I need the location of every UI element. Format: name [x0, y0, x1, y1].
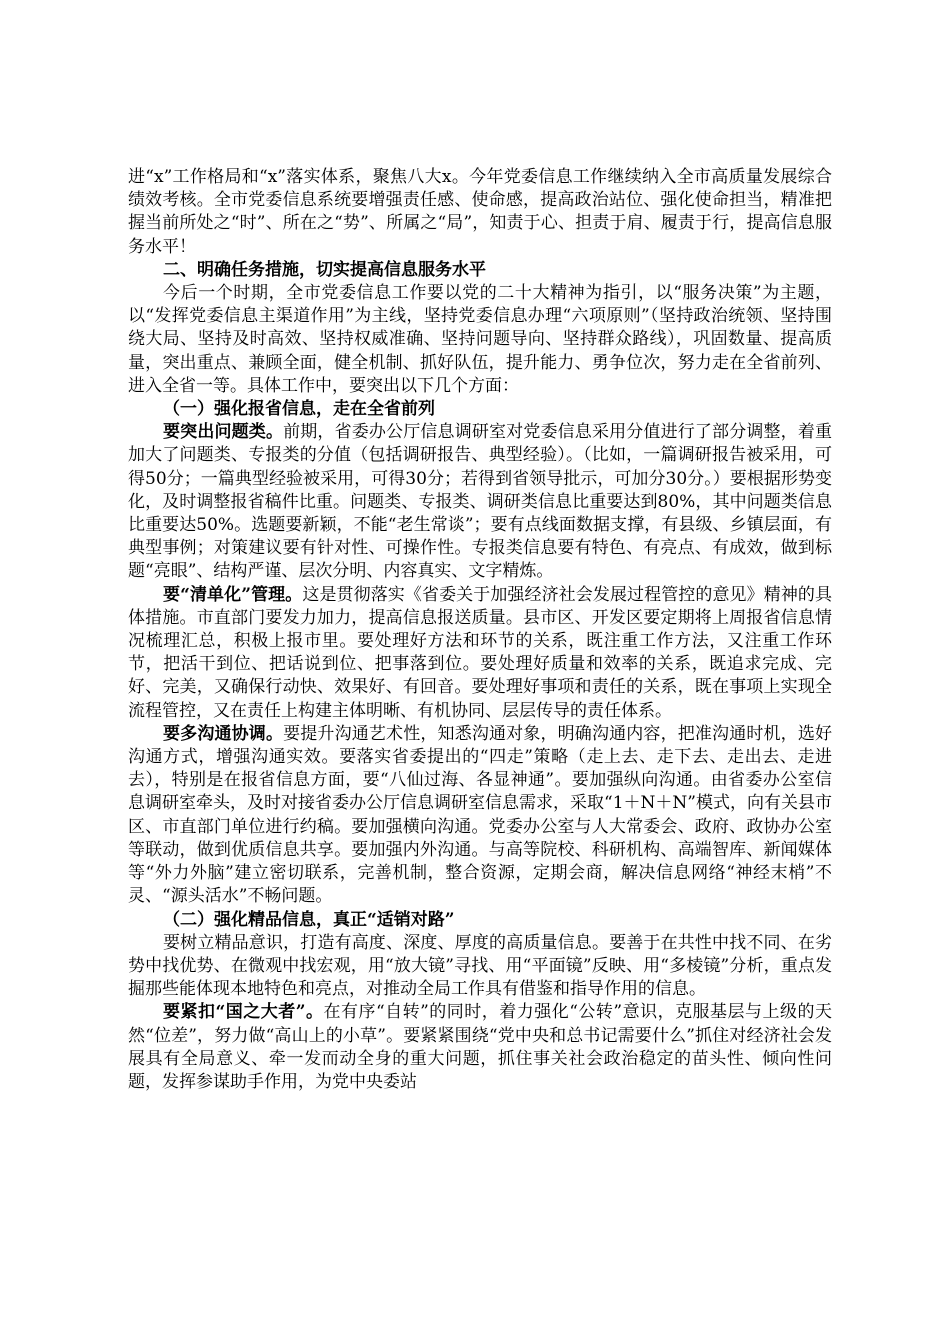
paragraph-body: 前期，省委办公厅信息调研室对党委信息采用分值进行了部分调整，着重加大了问题类、专报类的分值（包括调研报告、典型经验）。（比如，一篇调研报告被采用，可得50分；一篇典型经验被采用，可得30分；若得到省领导批示，可加分30分。）要根据形势变化，及时调整报省稿件比重。问题类、专报类、调研类信息比重要达到80%，其中问题类信息比重要达50%。选题要新颖，不能“老生常谈”；要有点线面数据支撑，有县级、乡镇层面，有典型事例；对策建议要有针对性、可操作性。专报类信息要有特色、有亮点、有成效，做到标题“亮眼”、结构严谨、层次分明、内容真实、文字精炼。 [128, 422, 833, 582]
paragraph-body: 这是贯彻落实《省委关于加强经济社会发展过程管控的意见》精神的具体措施。市直部门要发力加力，提高信息报送质量。县市区、开发区要定期将上周报省信息情况梳理汇总，积极上报市里。要处理好方法和环节的关系，既注重工作方法，又注重工作环节，把活干到位、把话说到位、把事落到位。要处理好质量和效率的关系，既追求完成、完好、完美，又确保行动快、效果好、有回音。要处理好事项和责任的关系，既在事项上实现全流程管控，又在责任上构建主体明晰、有机协同、层层传导的责任体系。 [128, 584, 833, 721]
paragraph-quality: 要树立精品意识，打造有高度、深度、厚度的高质量信息。要善于在共性中找不同、在劣势中找优势、在微观中找宏观，用“放大镜”寻找、用“平面镜”反映、用“多棱镜”分析，重点发掘那些能体现本地特色和亮点，对推动全局工作具有借鉴和指导作用的信息。 [128, 932, 832, 1000]
paragraph-lead: 要紧扣“国之大者”。 [163, 1002, 324, 1023]
section-heading-2: 二、明确任务措施，切实提高信息服务水平 [163, 259, 486, 280]
subsection-heading-1: （一）强化报省信息，走在全省前列 [163, 399, 435, 420]
paragraph-national [128, 1001, 832, 1094]
paragraph-problem-type [128, 421, 832, 583]
paragraph-lead: 要突出问题类。 [163, 422, 284, 443]
paragraph-communication [128, 723, 832, 909]
paragraph-intro: 今后一个时期，全市党委信息工作要以党的二十大精神为指引，以“服务决策”为主题，以“发挥党委信息主渠道作用”为主线，坚持党委信息办理“六项原则”（坚持政治统领、坚持围绕大局、坚持及时高效、坚持权威准确、坚持问题导向、坚持群众路线），巩固数量、提高质量，突出重点、兼顾全面，健全机制、抓好队伍，提升能力、勇争位次，努力走在全省前列、进入全省一等。具体工作中，要突出以下几个方面： [128, 283, 832, 396]
subsection-heading-2: （二）强化精品信息，真正“适销对路” [163, 909, 455, 930]
paragraph-checklist [128, 584, 832, 723]
paragraph-lead: 要多沟通协调。 [163, 723, 284, 744]
paragraph-continuation: 进“x”工作格局和“x”落实体系，聚焦八大x。今年党委信息工作继续纳入全市高质量发展综合绩效考核。全市党委信息系统要增强责任感、使命感，提高政治站位、强化使命担当，精准把握当前所处之“时”、所在之“势”、所属之“局”，知责于心、担责于肩、履责于行，提高信息服务水平！ [128, 167, 832, 257]
document-page [128, 166, 832, 1094]
paragraph-lead: 要“清单化”管理。 [163, 584, 303, 605]
paragraph-body: 要提升沟通艺术性，知悉沟通对象，明确沟通内容，把准沟通时机，选好沟通方式，增强沟通实效。要落实省委提出的“四走”策略（走上去、走下去、走出去、走进去），特别是在报省信息方面，要“八仙过海、各显神通”。要加强纵向沟通。由省委办公室信息调研室牵头，及时对接省委办公厅信息调研室信息需求，采取“1＋N＋N”模式，向有关县市区、市直部门单位进行约稿。要加强横向沟通。党委办公室与人大常委会、政府、政协办公室等联动，做到优质信息共享。要加强内外沟通。与高等院校、科研机构、高端智库、新闻媒体等“外力外脑”建立密切联系，完善机制，整合资源，定期会商，解决信息网络“神经末梢”不灵、“源头活水”不畅问题。 [128, 723, 833, 907]
paragraph-body: 在有序“自转”的同时，着力强化“公转”意识，克服基层与上级的天然“位差”，努力做“高山上的小草”。要紧紧围绕“党中央和总书记需要什么”抓住对经济社会发展具有全局意义、牵一发而动全身的重大问题，抓住事关社会政治稳定的苗头性、倾向性问题，发挥参谋助手作用，为党中央委站 [128, 1002, 833, 1092]
